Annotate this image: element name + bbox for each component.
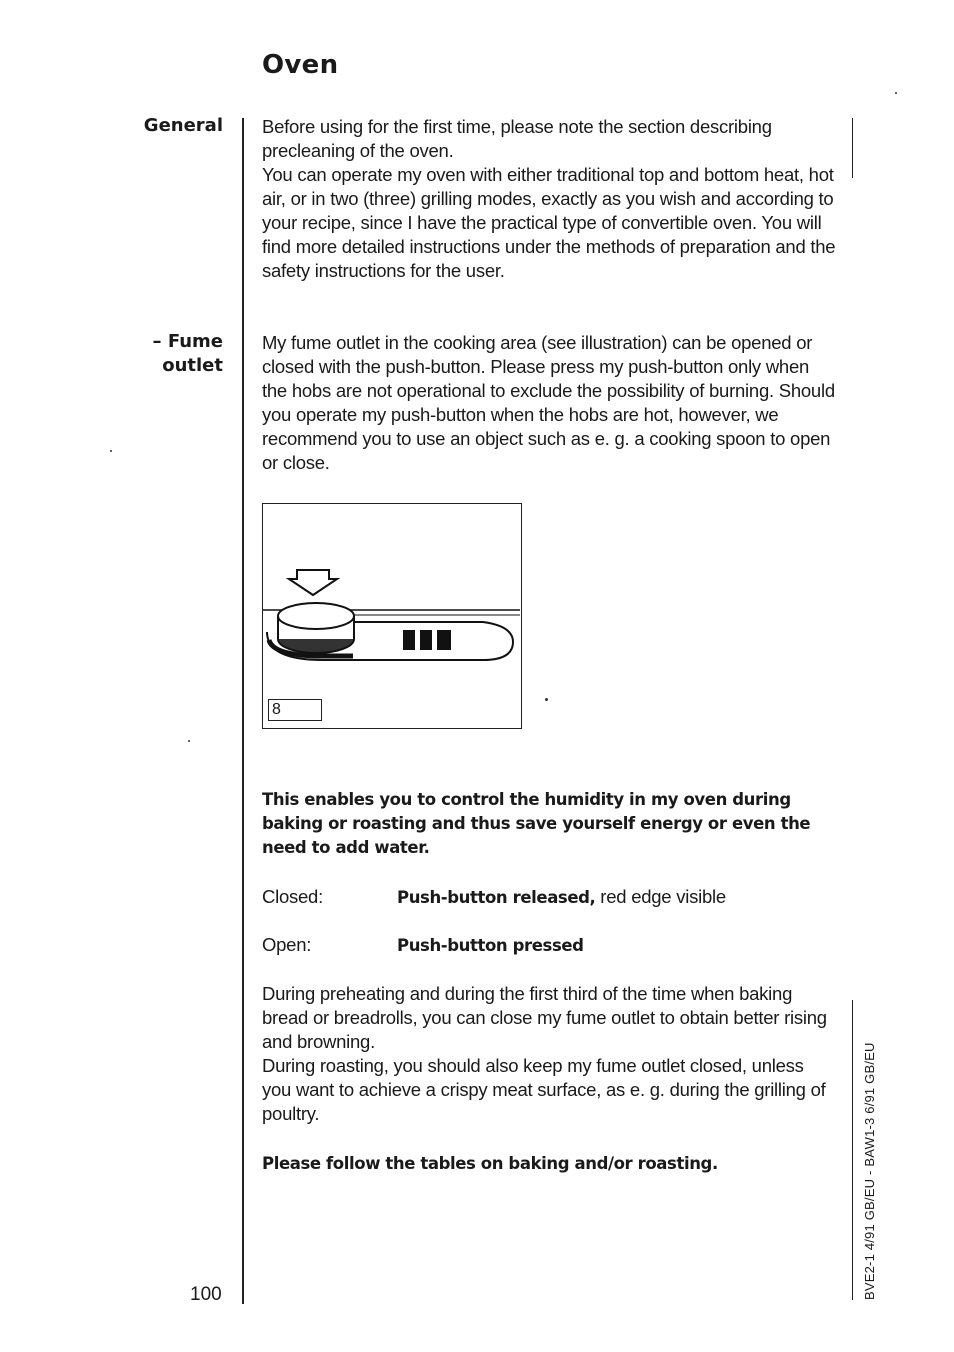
section-heading-fume-outlet (153, 330, 223, 378)
paragraph: During preheating and during the first third of the time when baking bread or breadrolls, you can close my fume outlet to obtain better rising and browning. (262, 983, 827, 1052)
scan-speck (110, 450, 112, 452)
right-margin-rule-bottom (852, 1000, 853, 1300)
paragraph: You can operate my oven with either traditional top and bottom heat, hot air, or in two (three) grilling modes, exactly as you wish and according to your recipe, since I have the practical type of convertible oven. You will find more detailed instructions under the methods of preparation and the safety instructions for the user. (262, 164, 836, 281)
scan-speck (895, 92, 897, 94)
state-row-closed (262, 885, 836, 909)
paragraph: During roasting, you should also keep my fume outlet closed, unless you want to achieve a crispy meat surface, as e. g. during the grilling of poultry. (262, 1055, 826, 1124)
heading-line: – Fume (152, 331, 223, 352)
fume-outlet-text (262, 331, 836, 475)
paragraph: Before using for the first time, please note the section describing precleaning of the oven. (262, 116, 772, 161)
emphasis-text: This enables you to control the humidity in my oven during baking or roasting and thus save yourself energy or even the need to add water. (262, 790, 811, 857)
page-title: Oven (262, 50, 339, 80)
state-label: Open: (262, 934, 312, 955)
paragraph: My fume outlet in the cooking area (see illustration) can be opened or closed with the push-button. Please press my push-button only when the hobs are not operational to exclude the possibility of burning. Should you operate my push-button when the hobs are hot, however, we recommend you to use an object such as e. g. a cooking spoon to open or close. (262, 332, 835, 473)
state-label: Closed: (262, 886, 323, 907)
page-number: 100 (190, 1284, 222, 1305)
document-code: BVE2-1 4/91 GB/EU - BAW1-3 6/91 GB/EU (862, 1042, 877, 1300)
figure-label: 8 (268, 699, 322, 721)
state-row-open (262, 933, 836, 957)
scan-speck (188, 740, 190, 742)
heading-line: outlet (162, 355, 223, 376)
right-margin-rule-top (852, 118, 853, 178)
fume-outlet-illustration (262, 503, 522, 729)
fume-outlet-usage-text (262, 982, 836, 1126)
arrow-down-icon (289, 570, 337, 595)
scan-speck (545, 698, 548, 701)
general-text (262, 115, 836, 283)
push-button-drawing (263, 504, 520, 727)
state-value: Push-button released, red edge visible (397, 886, 726, 907)
left-margin-rule (242, 118, 244, 1304)
state-value: Push-button pressed (397, 936, 584, 955)
section-heading-general: General (143, 115, 223, 136)
footer-note: Please follow the tables on baking and/or roasting. (262, 1154, 718, 1173)
